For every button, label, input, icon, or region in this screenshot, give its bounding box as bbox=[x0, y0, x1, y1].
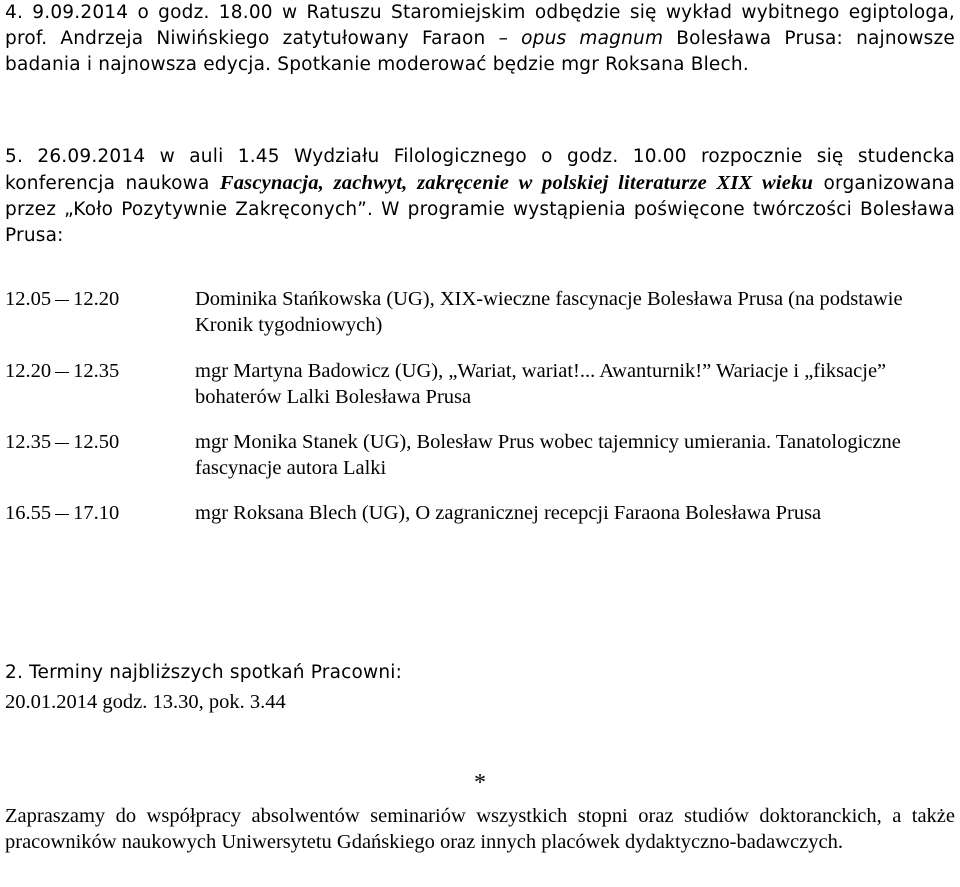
start-time: 12.35 bbox=[5, 431, 52, 453]
asterisk-separator: * bbox=[474, 770, 486, 796]
item-4-lead: 4. 9.09.2014 o godz. 18.00 w Ratuszu Staromiejskim odbędzie się wykład wybitnego egiptologa, prof. Andrzeja Niwińskiego zatytułowany Faraon – bbox=[5, 2, 955, 49]
meeting-date: 20.01.2014 godz. 13.30, pok. 3.44 bbox=[5, 691, 286, 713]
start-time: 12.05 bbox=[5, 288, 52, 310]
dash-separator bbox=[55, 443, 69, 445]
start-time: 16.55 bbox=[5, 502, 52, 524]
item-5-paragraph bbox=[5, 144, 955, 249]
end-time: 12.20 bbox=[73, 288, 120, 310]
end-time: 17.10 bbox=[73, 502, 120, 524]
item-4-title-italic: opus magnum bbox=[521, 28, 664, 49]
conference-title: Fascynacja, zachwyt, zakręcenie w polskiej literaturze XIX wieku bbox=[219, 172, 814, 194]
start-time: 12.20 bbox=[5, 360, 52, 382]
section-2-heading: 2. Terminy najbliższych spotkań Pracowni: bbox=[5, 662, 403, 683]
dash-separator bbox=[55, 300, 69, 302]
closing-paragraph: Zapraszamy do współpracy absolwentów seminariów wszystkich stopni oraz studiów doktoranckich, a także pracowników naukowych Uniwersytetu Gdańskiego oraz innych placówek dydaktyczno-badawczych. bbox=[5, 805, 955, 853]
item-4-rest: Bolesława Prusa: najnowsze badania i najnowsza edycja. Spotkanie moderować będzie mgr Roksana Blech. bbox=[5, 28, 955, 75]
schedule-desc: mgr Monika Stanek (UG), Bolesław Prus wobec tajemnicy umierania. Tanatologiczne fascynacje autora Lalki bbox=[195, 431, 901, 479]
schedule-time bbox=[5, 286, 190, 312]
schedule-time bbox=[5, 500, 190, 526]
item-4-paragraph bbox=[5, 0, 955, 78]
end-time: 12.35 bbox=[73, 360, 120, 382]
schedule-desc: mgr Roksana Blech (UG), O zagranicznej recepcji Faraona Bolesława Prusa bbox=[195, 502, 822, 524]
item-5-rest: organizowana przez „Koło Pozytywnie Zakręconych”. W programie wystąpienia poświęcone twórczości Bolesława Prusa: bbox=[5, 173, 955, 246]
schedule-time bbox=[5, 358, 190, 384]
schedule-time bbox=[5, 429, 190, 455]
schedule-desc: Dominika Stańkowska (UG), XIX-wieczne fascynacje Bolesława Prusa (na podstawie Kronik tygodniowych) bbox=[195, 288, 903, 336]
dash-separator bbox=[55, 372, 69, 374]
item-5-lead: 5. 26.09.2014 w auli 1.45 Wydziału Filologicznego o godz. 10.00 rozpocznie się studencka konferencja naukowa bbox=[5, 146, 955, 194]
end-time: 12.50 bbox=[73, 431, 120, 453]
dash-separator bbox=[55, 514, 69, 516]
schedule-desc: mgr Martyna Badowicz (UG), „Wariat, wariat!... Awanturnik!” Wariacje i „fiksacje” bohaterów Lalki Bolesława Prusa bbox=[195, 360, 887, 408]
